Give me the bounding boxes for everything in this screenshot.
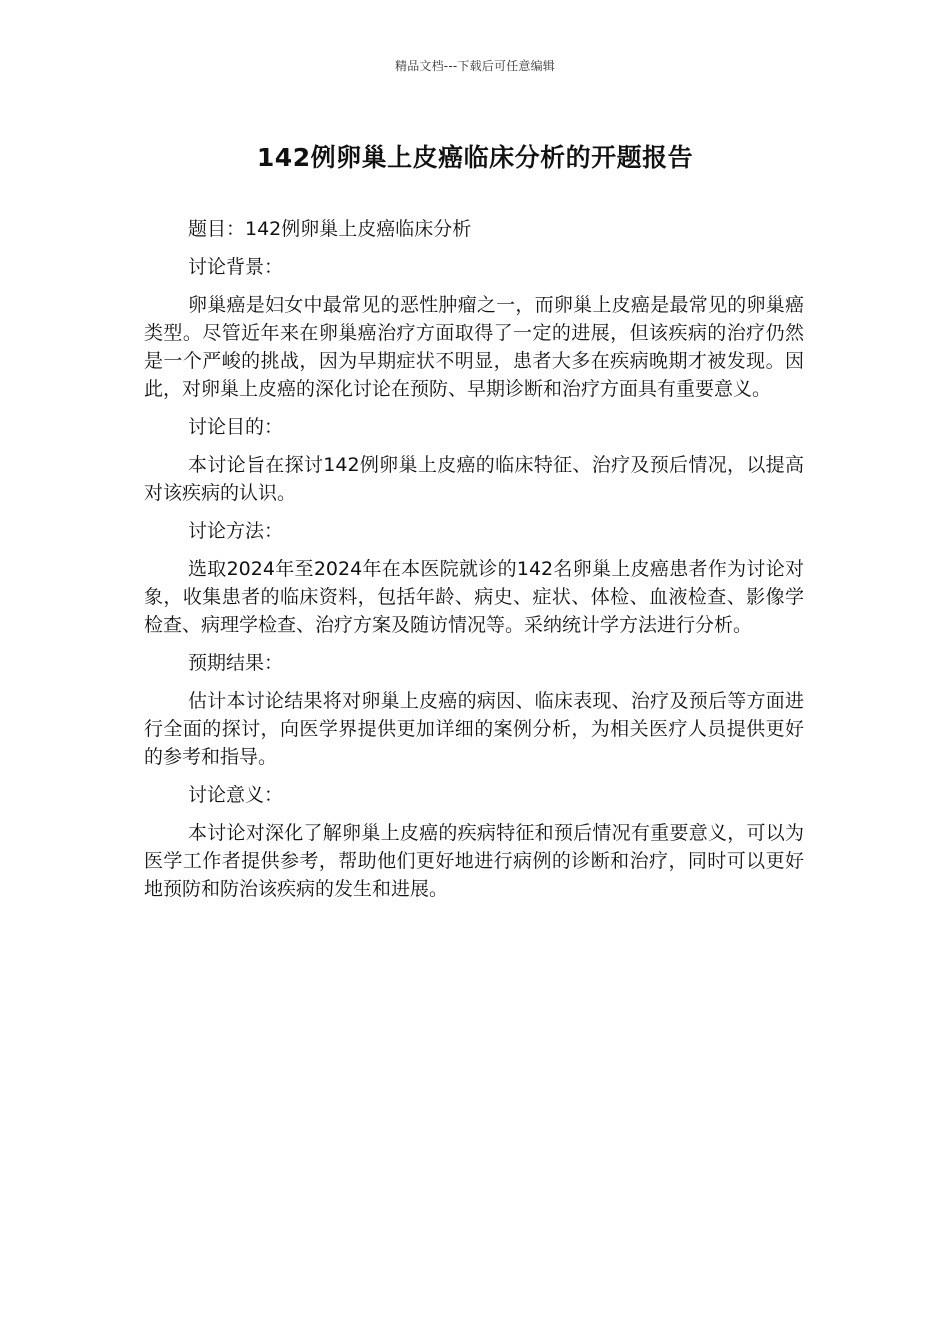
background-label: 讨论背景： bbox=[188, 256, 284, 278]
results-paragraph: 估计本讨论结果将对卵巢上皮癌的病因、临床表现、治疗及预后等方面进行全面的探讨，向医学界提供更加详细的案例分析，为相关医疗人员提供更好的参考和指导。 bbox=[144, 690, 804, 768]
significance-label: 讨论意义： bbox=[188, 784, 284, 806]
topic-line: 题目：142例卵巢上皮癌临床分析 bbox=[188, 218, 472, 240]
document-body bbox=[144, 215, 804, 913]
header-note: 精品文档---下载后可任意编辑 bbox=[395, 59, 555, 73]
method-label: 讨论方法： bbox=[188, 520, 284, 542]
results-label: 预期结果： bbox=[188, 652, 284, 674]
purpose-paragraph: 本讨论旨在探讨142例卵巢上皮癌的临床特征、治疗及预后情况，以提高对该疾病的认识。 bbox=[144, 454, 804, 504]
significance-paragraph: 本讨论对深化了解卵巢上皮癌的疾病特征和预后情况有重要意义，可以为医学工作者提供参考，帮助他们更好地进行病例的诊断和治疗，同时可以更好地预防和防治该疾病的发生和进展。 bbox=[144, 822, 804, 900]
document-title: 142例卵巢上皮癌临床分析的开题报告 bbox=[256, 143, 694, 172]
method-paragraph: 选取2024年至2024年在本医院就诊的142名卵巢上皮癌患者作为讨论对象，收集患者的临床资料，包括年龄、病史、症状、体检、血液检查、影像学检查、病理学检查、治疗方案及随访情况等。采纳统计学方法进行分析。 bbox=[144, 558, 804, 636]
purpose-label: 讨论目的： bbox=[188, 416, 284, 438]
background-paragraph: 卵巢癌是妇女中最常见的恶性肿瘤之一，而卵巢上皮癌是最常见的卵巢癌类型。尽管近年来在卵巢癌治疗方面取得了一定的进展，但该疾病的治疗仍然是一个严峻的挑战，因为早期症状不明显，患者大多在疾病晚期才被发现。因此，对卵巢上皮癌的深化讨论在预防、早期诊断和治疗方面具有重要意义。 bbox=[144, 294, 804, 400]
